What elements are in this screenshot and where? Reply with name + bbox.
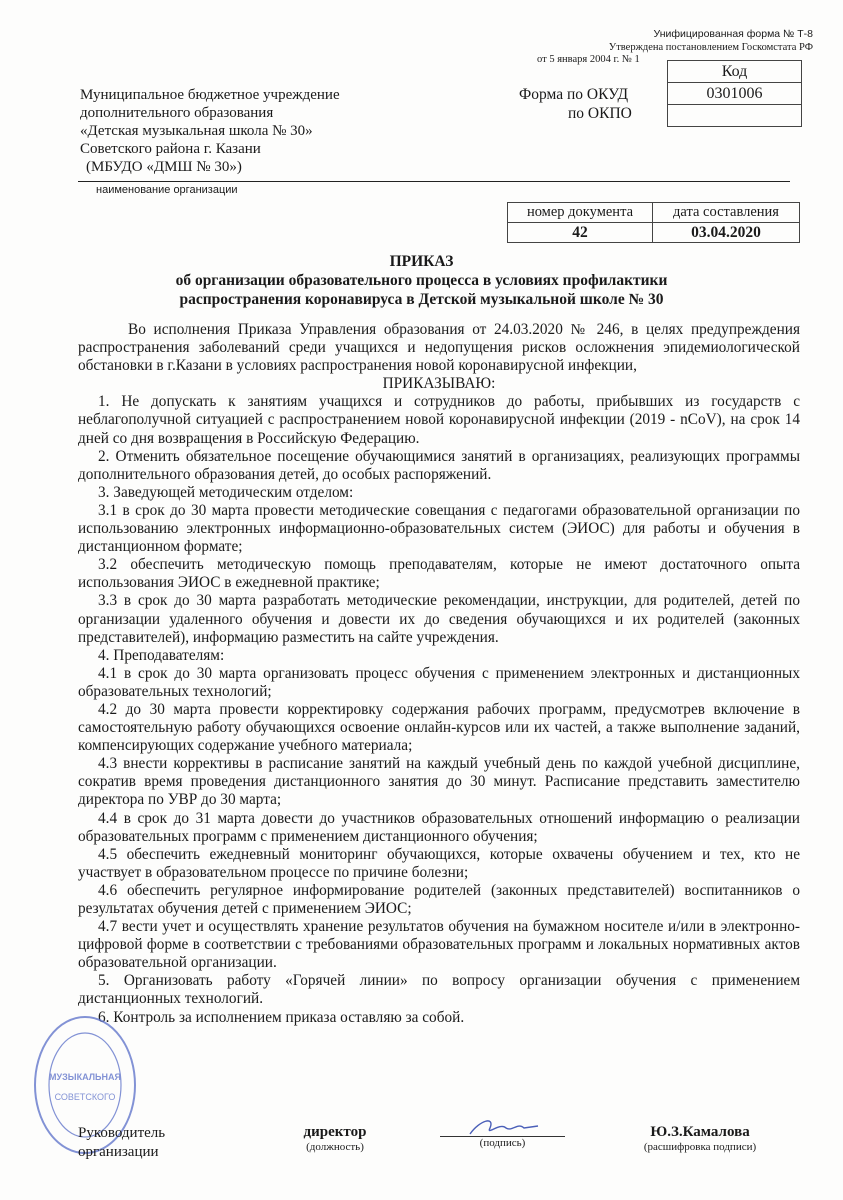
organization-name [80,86,340,176]
order-item: 4.7 вести учет и осуществлять хранение результатов обучения на бумажном носителе и/или в электронно-цифровой форме в соответствии с требованиями образовательных программ и локальных нормативных актов образовательной организации. [78,918,800,972]
form-name: Унифицированная форма № Т-8 [653,28,813,40]
order-item: 4.3 внести коррективы в расписание занятий на каждый учебный день по каждой учебной дисциплине, сократив время проведения дистанционного занятия до 30 минут. Расписание представить заместителю директора по УВР до 30 марта; [78,755,800,809]
doc-number: 42 [508,223,653,243]
handwritten-signature [440,1118,565,1138]
order-item: 4.4 в срок до 31 марта довести до участников образовательных отношений информацию о реализации образовательных программ с применением дистанционного обучения; [78,809,800,845]
document-number-table [507,202,800,243]
form-header [609,28,813,54]
signature-caption: (подпись) [479,1137,526,1149]
order-item: 3.3 в срок до 30 марта разработать методические рекомендации, инструкции, для родителей, детей по организации удаленного обучения и довести их до сведения обучающихся и их родителей (законных представителей), информацию разместить на сайте учреждения. [78,592,800,646]
order-item: 1. Не допускать к занятиям учащихся и сотрудников до работы, прибывших из государств с неблагополучной ситуацией с распространением новой коронавирусной инфекции (2019 - nCoV), на срок 14 дней со дня возвращения в Российскую Федерацию. [78,393,800,447]
position-caption: (должность) [306,1141,364,1153]
role-line: организации [78,1144,159,1160]
svg-text:МУЗЫКАЛЬНАЯ: МУЗЫКАЛЬНАЯ [49,1072,121,1082]
position: директор [303,1124,367,1140]
signatory-name: Ю.З.Камалова [650,1124,750,1140]
order-item: 3.1 в срок до 30 марта провести методические совещания с педагогами образовательной организации по использованию электронных информационно-образовательных систем (ЭИОС) для работы и обучения в дистанционном формате; [78,501,800,556]
signatory-role [78,1124,165,1162]
org-line: «Детская музыкальная школа № 30» [80,123,313,139]
doc-date-label: дата составления [653,203,800,223]
doc-number-label: номер документа [508,203,653,223]
title-subject: распространения коронавируса в Детской музыкальной школе № 30 [179,291,664,308]
org-line: (МБУДО «ДМШ № 30») [86,159,242,175]
order-item: 4.2 до 30 марта провести корректировку содержания рабочих программ, предусмотрев включение в самостоятельную работу обучающихся освоение онлайн-курсов или их частей, а также выполнение заданий, компенсирующих содержание учебного материала; [78,700,800,755]
okpo-code [668,105,802,127]
title-subject: об организации образовательного процесса в условиях профилактики [175,272,668,289]
order-item: 4.5 обеспечить ежедневный мониторинг обучающихся, которые охвачены обучением и тех, кто не участвует в образовательном процессе по причине болезни; [78,845,800,881]
org-line: дополнительного образования [80,105,274,121]
order-item: 3. Заведующей методическим отделом: [98,483,354,501]
name-caption: (расшифровка подписи) [643,1141,757,1153]
document-title [0,252,843,309]
order-item: 6. Контроль за исполнением приказа оставляю за собой. [98,1008,465,1026]
name-block [630,1124,770,1153]
org-caption: наименование организации [96,184,238,196]
position-block [285,1124,385,1153]
form-approval-date: от 5 января 2004 г. № 1 [537,54,640,65]
code-table [667,60,802,127]
role-line: Руководитель [78,1125,166,1141]
okud-label: Форма по ОКУД [519,86,629,103]
okpo-label: по ОКПО [568,105,632,122]
title-heading: ПРИКАЗ [389,253,454,270]
order-word: ПРИКАЗЫВАЮ: [382,375,496,393]
org-underline [78,181,790,182]
order-item: 4. Преподавателям: [98,646,225,664]
doc-date: 03.04.2020 [653,223,800,243]
org-line: Советского района г. Казани [80,141,261,157]
okud-code: 0301006 [668,83,802,105]
intro-paragraph: Во исполнения Приказа Управления образования от 24.03.2020 № 246, в целях предупреждения распространения заболеваний среди учащихся и недопущения рисков осложнения эпидемиологической обстановки в г.Казани в условиях распространения новой коронавирусной инфекции, [78,321,800,375]
code-header: Код [668,61,802,83]
svg-text:СОВЕТСКОГО: СОВЕТСКОГО [54,1092,116,1102]
order-item: 3.2 обеспечить методическую помощь преподавателям, которые не имеют достаточного опыта использования ЭИОС в ежедневной практике; [78,556,800,592]
signature-block [440,1124,565,1149]
order-item: 4.6 обеспечить регулярное информирование родителей (законных представителей) воспитанников о результатах обучения детей с применением ЭИОС; [78,881,800,917]
document-body [78,321,800,1027]
order-item: 5. Организовать работу «Горячей линии» по вопросу организации обучения с применением дистанционных технологий. [78,972,800,1008]
form-approval: Утверждена постановлением Госкомстата РФ [608,42,813,53]
order-item: 2. Отменить обязательное посещение обучающимися занятий в организациях, реализующих программы дополнительного образования детей, до особых распоряжений. [78,447,800,483]
order-item: 4.1 в срок до 30 марта организовать процесс обучения с применением электронных и дистанционных образовательных технологий; [78,664,800,700]
org-line: Муниципальное бюджетное учреждение [80,87,340,103]
